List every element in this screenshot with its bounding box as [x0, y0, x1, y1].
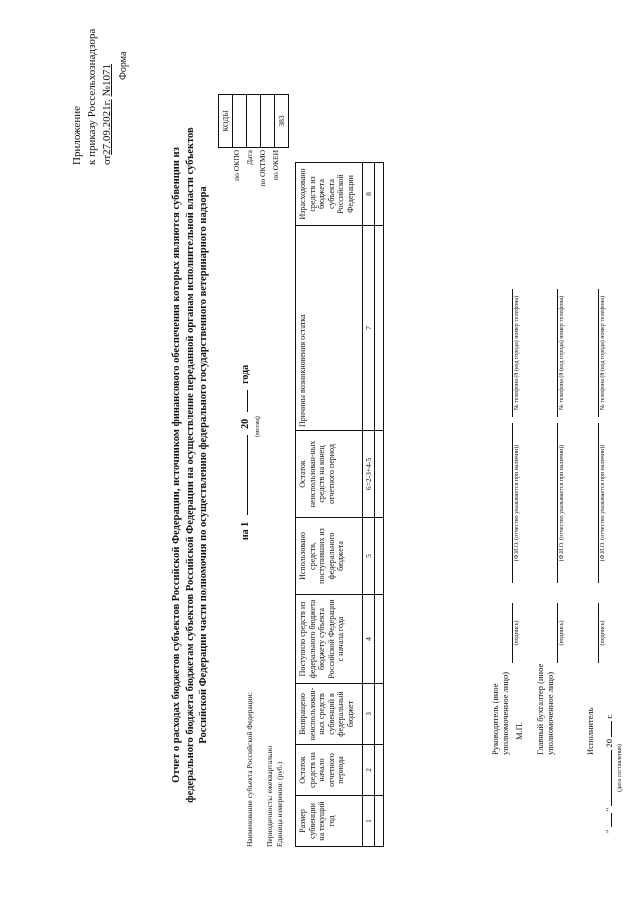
- head-role-line-2: уполномоченное лицо): [500, 671, 511, 755]
- report-table: [295, 162, 384, 847]
- date-year-suffix: г.: [604, 714, 614, 719]
- accountant-signature-line[interactable]: [557, 603, 558, 663]
- codes-header: КОДЫ: [219, 95, 233, 148]
- table-cell[interactable]: [375, 518, 384, 595]
- code-value-okei[interactable]: 383: [275, 95, 289, 148]
- appendix-date: 27.09.2021г.: [100, 99, 113, 155]
- executor-signature-line[interactable]: [598, 603, 599, 663]
- appendix-line-3: [100, 15, 115, 165]
- col-number-2: 2: [363, 745, 375, 796]
- table-cell[interactable]: [375, 595, 384, 684]
- seal-mark: М.П.: [514, 722, 524, 740]
- date-century: 20: [604, 739, 614, 748]
- executor-fio-hint: (Ф.И.О. (отчество указывается при наличии)): [600, 444, 606, 562]
- code-value-okpo[interactable]: [233, 95, 247, 148]
- head-signature-line[interactable]: [512, 603, 513, 663]
- head-fio-line[interactable]: [512, 423, 513, 583]
- appendix-order-number: №1071: [100, 64, 113, 97]
- codes-table: [218, 94, 289, 148]
- header-returned: Возвращено неиспользован-ных средств субвенций в федеральный бюджет: [296, 684, 363, 745]
- executor-signature-hint: (подпись): [600, 620, 606, 646]
- month-name-field[interactable]: [611, 750, 612, 806]
- code-value-oktmo[interactable]: [261, 95, 275, 148]
- unit-label: Единица измерения: (руб.): [274, 761, 284, 847]
- appendix-date-prefix: от: [100, 154, 113, 165]
- header-subvention-size: Размер субвенции на текущий год: [296, 796, 363, 847]
- appendix-line-1: Приложение: [71, 105, 83, 165]
- head-role-line-1: Руководитель (иное: [490, 683, 500, 755]
- accountant-role-line-1: Главный бухгалтер (иное: [535, 663, 545, 755]
- header-used: Использовано средств, поступивших из федерального бюджета: [296, 518, 363, 595]
- as-of-century: 20: [240, 418, 251, 429]
- col-number-1: 1: [363, 796, 375, 847]
- date-hint: (дата составления): [617, 744, 623, 792]
- as-of-suffix: года: [240, 364, 251, 384]
- header-regional-spending: Израсходовано средств из бюджета субъекта Российской Федерации: [296, 163, 363, 226]
- report-title: Отчет о расходах бюджетов субъектов Российской Федерации, источником финансового обеспечения которых являются субвенции из федерального бюджета бюджетам субъектов Российской Федерации на осуществление переданной органам исполнительной власти субъектов Российской Федерации части полномочия по осуществлению федерального государственного ветеринарного надзора: [171, 127, 210, 803]
- day-field[interactable]: [611, 813, 612, 827]
- accountant-signature-hint: (подпись): [559, 620, 565, 646]
- appendix-line-2: к приказу Россельхознадзора: [85, 28, 98, 165]
- table-cell[interactable]: [375, 796, 384, 847]
- table-cell[interactable]: [375, 163, 384, 226]
- header-closing-balance: Остаток неиспользован-ных средств на конец отчетного период: [296, 431, 363, 518]
- year-field[interactable]: [247, 390, 248, 412]
- code-label-date: Дата: [245, 150, 254, 165]
- table-cell[interactable]: [375, 431, 384, 518]
- form-label: Форма: [118, 51, 129, 80]
- appendix-header: [70, 15, 115, 165]
- col-number-5: 5: [363, 518, 375, 595]
- header-opening-balance: Остаток средств на начало отчетного периода: [296, 745, 363, 796]
- head-phone-line[interactable]: [512, 289, 513, 417]
- month-hint: (месяц): [254, 416, 261, 437]
- table-cell[interactable]: [375, 684, 384, 745]
- col-number-6: 6=2-3+4-5: [363, 431, 375, 518]
- table-header-row: [296, 163, 363, 847]
- month-field[interactable]: [247, 435, 248, 515]
- head-role: [490, 672, 510, 755]
- executor-fio-line[interactable]: [598, 423, 599, 583]
- accountant-phone-line[interactable]: [557, 289, 558, 417]
- accountant-fio-hint: (Ф.И.О. (отчество указывается при наличии)): [559, 444, 565, 562]
- as-of-prefix: на 1: [240, 521, 251, 541]
- col-number-7: 7: [363, 226, 375, 431]
- code-label-oktmo: по ОКТМО: [258, 150, 267, 187]
- date-quote-close: ": [604, 807, 614, 812]
- accountant-phone-hint: № телефона (8 (код города) номер телефона): [559, 295, 565, 411]
- code-label-okpo: по ОКПО: [232, 150, 241, 181]
- table-cell[interactable]: [375, 226, 384, 431]
- head-phone-hint: № телефона (8 (код города) номер телефона): [514, 295, 520, 411]
- head-signature-hint: (подпись): [514, 620, 520, 646]
- year-digits-field[interactable]: [611, 721, 612, 737]
- accountant-role-line-2: уполномоченное лицо): [545, 671, 556, 755]
- date-quote-open: ": [604, 829, 614, 833]
- executor-role: Исполнитель: [585, 707, 595, 755]
- code-value-date[interactable]: [247, 95, 261, 148]
- executor-phone-line[interactable]: [598, 289, 599, 417]
- table-cell[interactable]: [375, 745, 384, 796]
- periodicity-label: Периодичность: ежеквартально: [264, 745, 274, 847]
- report-meta: [245, 587, 284, 847]
- subject-name-label: Наименование субъекта Российской Федерации:: [245, 692, 254, 847]
- code-label-okei: по ОКЕИ: [271, 150, 280, 181]
- executor-phone-hint: № телефона (8 (код города) номер телефона): [600, 295, 606, 411]
- header-balance-reasons: Причины возникновения остатка: [296, 226, 363, 431]
- col-number-4: 4: [363, 595, 375, 684]
- table-row: [375, 163, 384, 847]
- header-received: Поступило средств из федерального бюджета бюджету субъекта Российской Федерации с начала года: [296, 595, 363, 684]
- accountant-fio-line[interactable]: [557, 423, 558, 583]
- table-number-row: [363, 163, 375, 847]
- accountant-role: [535, 664, 555, 755]
- col-number-3: 3: [363, 684, 375, 745]
- head-fio-hint: (Ф.И.О. (отчество указывается при наличии)): [514, 444, 520, 562]
- compilation-date: [604, 714, 614, 833]
- col-number-8: 8: [363, 163, 375, 226]
